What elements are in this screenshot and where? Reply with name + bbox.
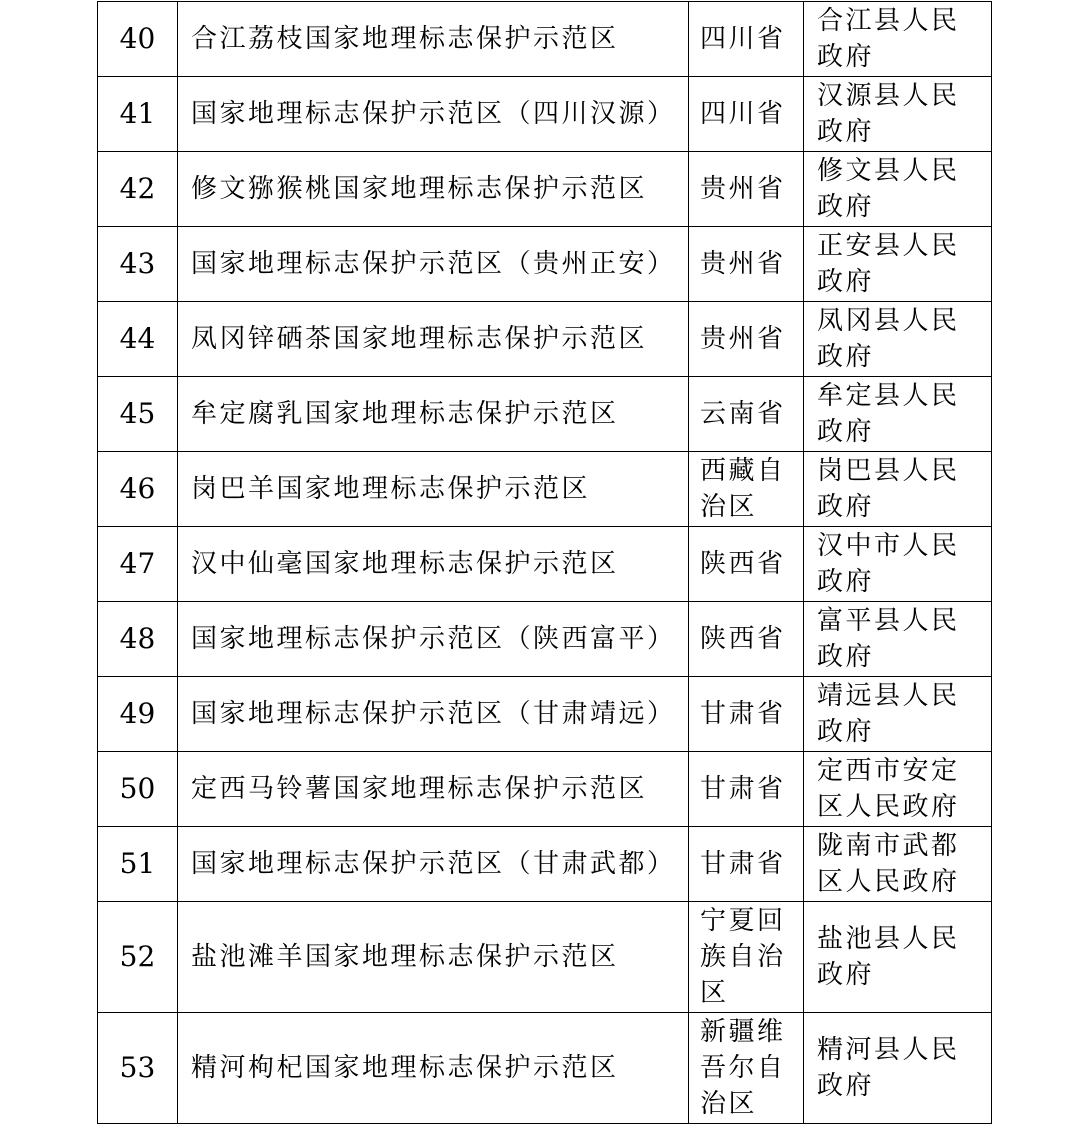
table-row (98, 77, 992, 152)
row-number-cell: 53 (98, 1013, 178, 1124)
province-cell: 陕西省 (689, 527, 804, 602)
government-cell: 牟定县人民政府 (804, 377, 992, 452)
province-cell: 宁夏回族自治区 (689, 902, 804, 1013)
zone-name-cell: 岗巴羊国家地理标志保护示范区 (178, 452, 689, 527)
row-number-cell: 50 (98, 752, 178, 827)
government-cell: 靖远县人民政府 (804, 677, 992, 752)
zone-name-cell: 汉中仙毫国家地理标志保护示范区 (178, 527, 689, 602)
row-number-cell: 45 (98, 377, 178, 452)
province-cell: 陕西省 (689, 602, 804, 677)
province-cell: 四川省 (689, 2, 804, 77)
government-cell: 汉源县人民政府 (804, 77, 992, 152)
row-number-cell: 49 (98, 677, 178, 752)
zone-name-cell: 凤冈锌硒茶国家地理标志保护示范区 (178, 302, 689, 377)
government-cell: 合江县人民政府 (804, 2, 992, 77)
row-number-cell: 40 (98, 2, 178, 77)
table-row (98, 752, 992, 827)
zone-name-cell: 修文猕猴桃国家地理标志保护示范区 (178, 152, 689, 227)
government-cell: 凤冈县人民政府 (804, 302, 992, 377)
table-row (98, 2, 992, 77)
table-row (98, 902, 992, 1013)
table-row (98, 152, 992, 227)
province-cell: 新疆维吾尔自治区 (689, 1013, 804, 1124)
zone-name-cell: 国家地理标志保护示范区（陕西富平） (178, 602, 689, 677)
table-row (98, 302, 992, 377)
row-number-cell: 51 (98, 827, 178, 902)
row-number-cell: 42 (98, 152, 178, 227)
province-cell: 云南省 (689, 377, 804, 452)
province-cell: 贵州省 (689, 227, 804, 302)
province-cell: 西藏自治区 (689, 452, 804, 527)
row-number-cell: 47 (98, 527, 178, 602)
province-cell: 四川省 (689, 77, 804, 152)
government-cell: 富平县人民政府 (804, 602, 992, 677)
government-cell: 岗巴县人民政府 (804, 452, 992, 527)
table-body (98, 2, 992, 1124)
row-number-cell: 52 (98, 902, 178, 1013)
table-row (98, 677, 992, 752)
zone-name-cell: 国家地理标志保护示范区（贵州正安） (178, 227, 689, 302)
government-cell: 汉中市人民政府 (804, 527, 992, 602)
government-cell: 盐池县人民政府 (804, 902, 992, 1013)
table-row (98, 827, 992, 902)
zone-name-cell: 牟定腐乳国家地理标志保护示范区 (178, 377, 689, 452)
table-row (98, 227, 992, 302)
government-cell: 正安县人民政府 (804, 227, 992, 302)
row-number-cell: 41 (98, 77, 178, 152)
gi-demonstration-zone-table (97, 1, 992, 1124)
government-cell: 定西市安定区人民政府 (804, 752, 992, 827)
row-number-cell: 48 (98, 602, 178, 677)
zone-name-cell: 定西马铃薯国家地理标志保护示范区 (178, 752, 689, 827)
province-cell: 甘肃省 (689, 677, 804, 752)
government-cell: 精河县人民政府 (804, 1013, 992, 1124)
zone-name-cell: 精河枸杞国家地理标志保护示范区 (178, 1013, 689, 1124)
province-cell: 甘肃省 (689, 827, 804, 902)
row-number-cell: 46 (98, 452, 178, 527)
table-row (98, 452, 992, 527)
table-row (98, 1013, 992, 1124)
province-cell: 甘肃省 (689, 752, 804, 827)
zone-name-cell: 盐池滩羊国家地理标志保护示范区 (178, 902, 689, 1013)
table-row (98, 527, 992, 602)
row-number-cell: 44 (98, 302, 178, 377)
zone-name-cell: 国家地理标志保护示范区（甘肃靖远） (178, 677, 689, 752)
zone-name-cell: 国家地理标志保护示范区（甘肃武都） (178, 827, 689, 902)
province-cell: 贵州省 (689, 302, 804, 377)
government-cell: 修文县人民政府 (804, 152, 992, 227)
row-number-cell: 43 (98, 227, 178, 302)
province-cell: 贵州省 (689, 152, 804, 227)
table-row (98, 602, 992, 677)
table-row (98, 377, 992, 452)
zone-name-cell: 合江荔枝国家地理标志保护示范区 (178, 2, 689, 77)
zone-name-cell: 国家地理标志保护示范区（四川汉源） (178, 77, 689, 152)
government-cell: 陇南市武都区人民政府 (804, 827, 992, 902)
